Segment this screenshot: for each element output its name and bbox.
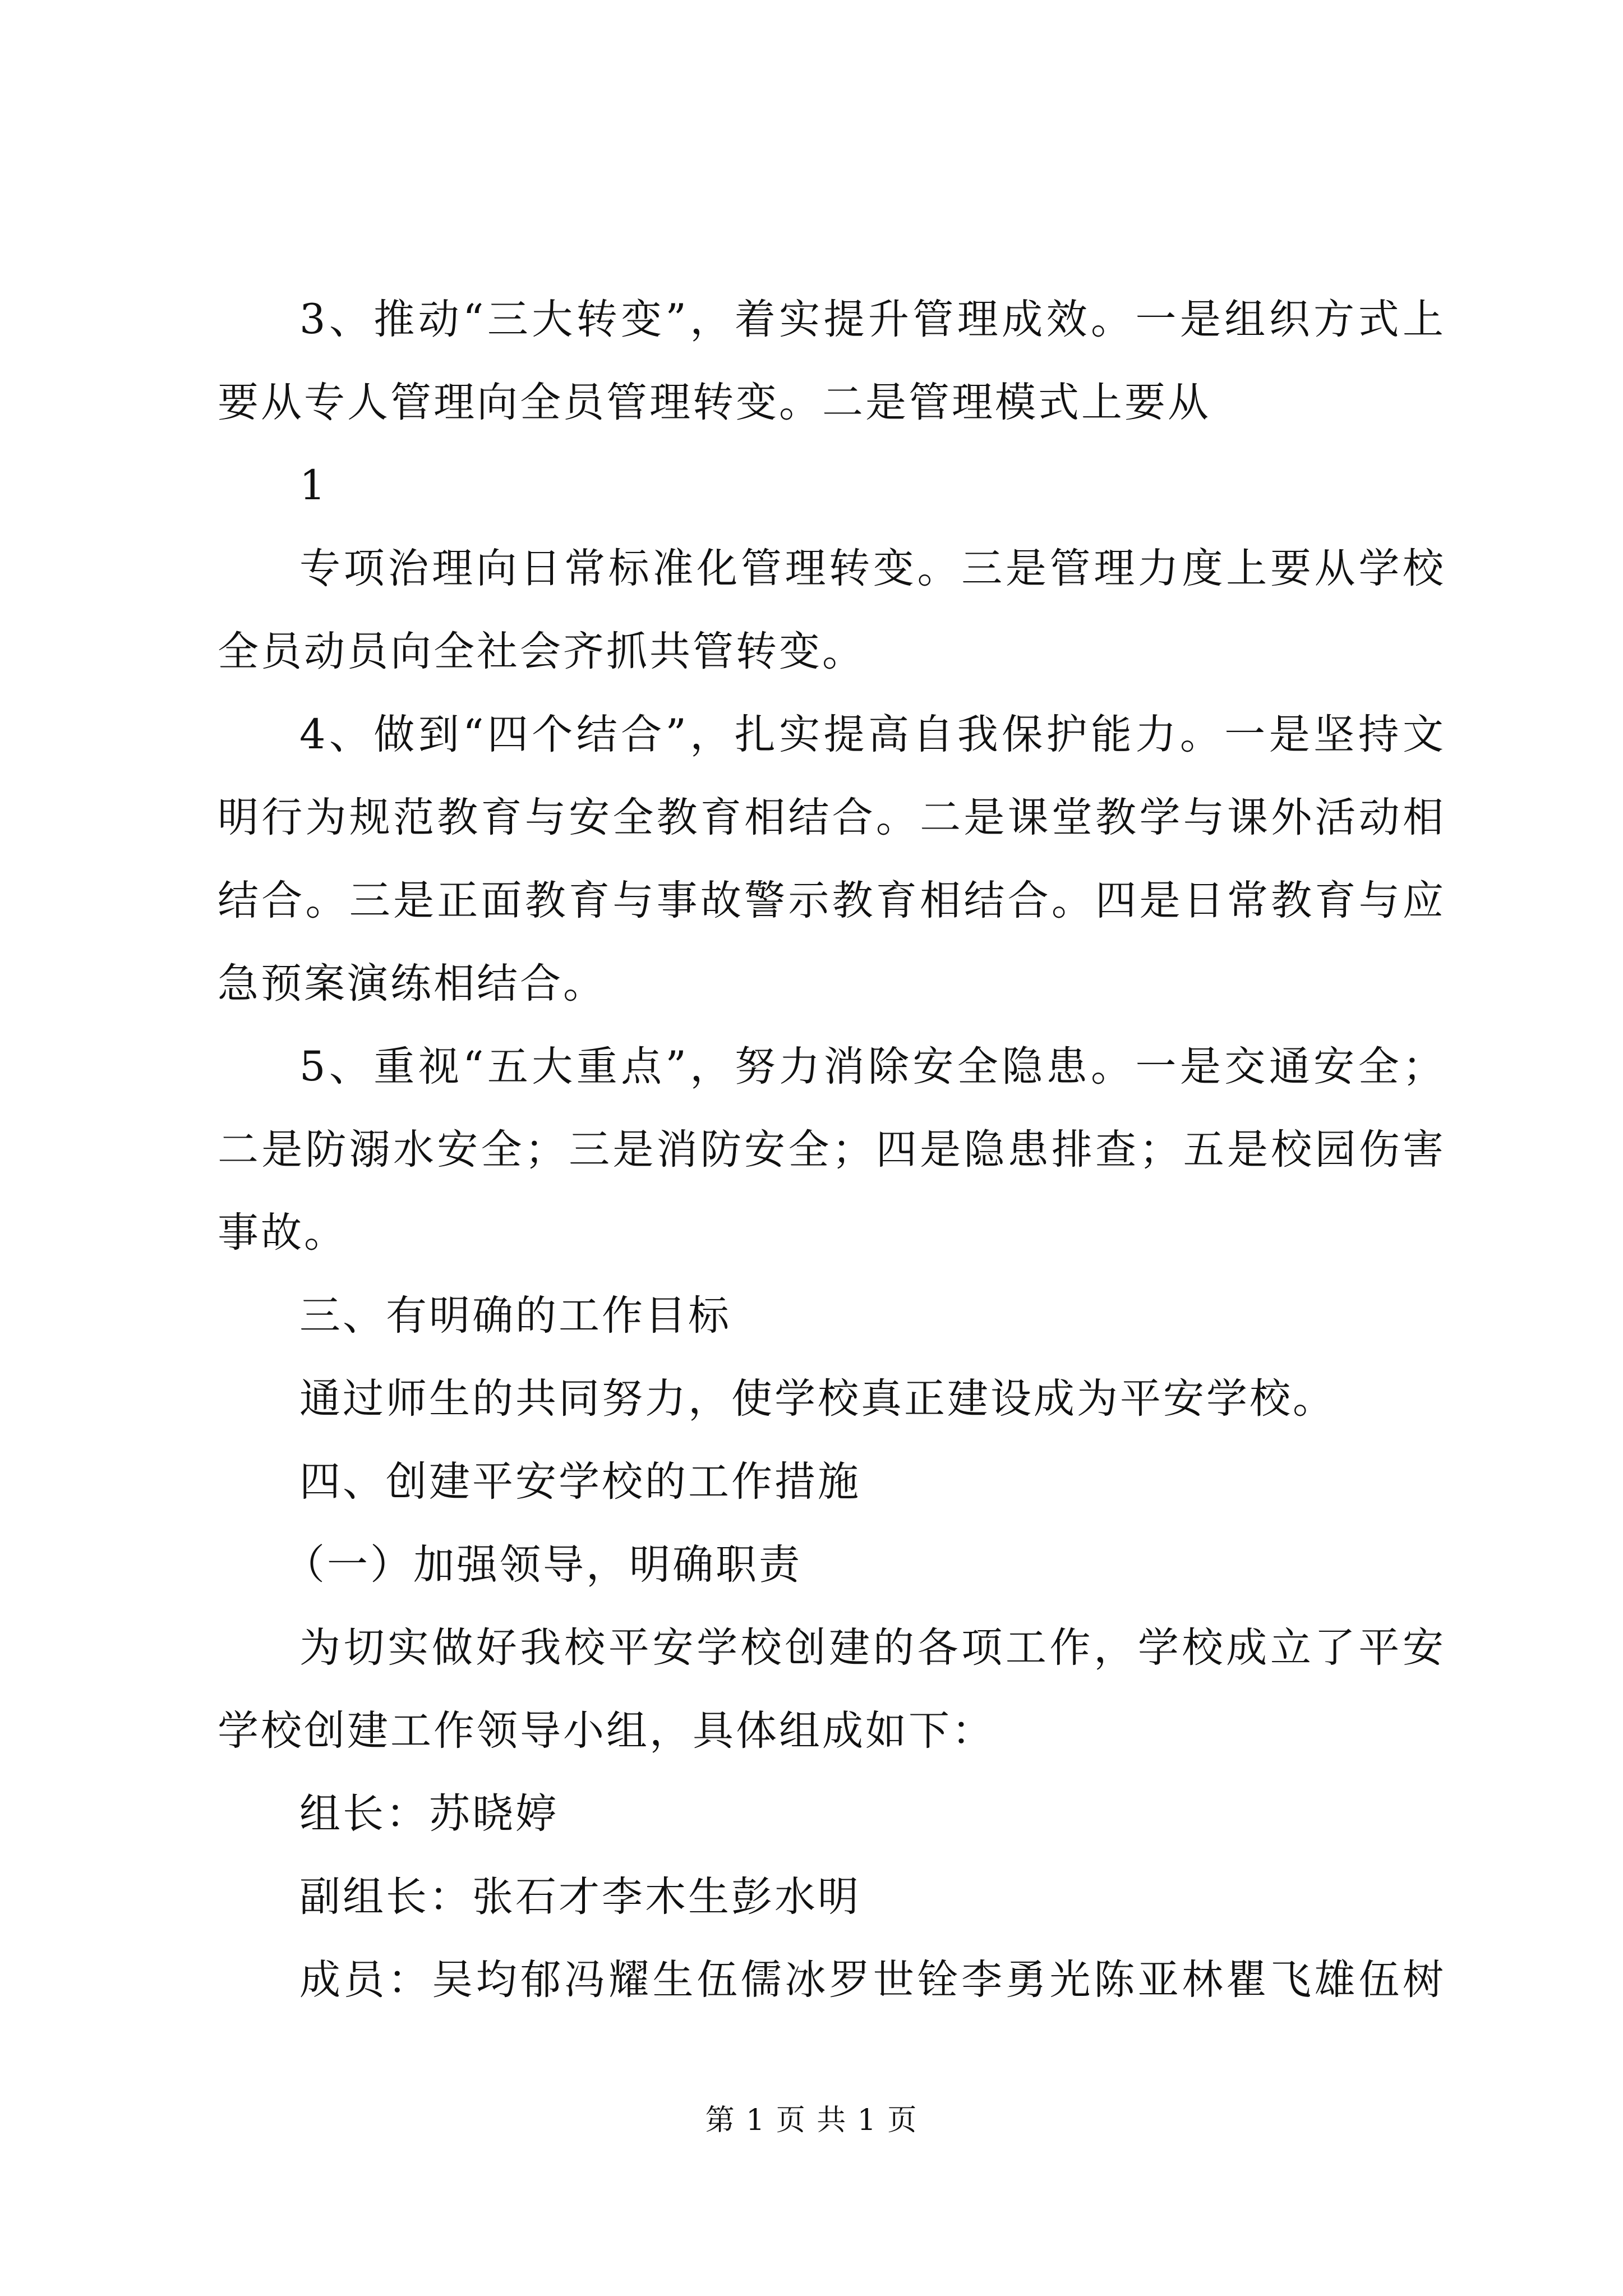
page-footer: 第 1 页 共 1 页 (705, 2104, 918, 2137)
paragraph-line: 4、做到“四个结合”，扎实提高自我保护能力。一是坚持文 (299, 711, 1446, 758)
paragraph-line: 副组长：张石才李木生彭水明 (299, 1873, 861, 1921)
paragraph-line: 为切实做好我校平安学校创建的各项工作，学校成立了平安 (299, 1624, 1446, 1672)
paragraph-line: 二是防溺水安全；三是消防安全；四是隐患排查；五是校园伤害 (218, 1126, 1446, 1174)
subsection-heading: （一）加强领导，明确职责 (284, 1541, 802, 1589)
paragraph-line: 明行为规范教育与安全教育相结合。二是课堂教学与课外活动相 (218, 794, 1446, 841)
paragraph-line: 通过师生的共同努力，使学校真正建设成为平安学校。 (299, 1375, 1336, 1423)
paragraph-line: 组长：苏晓婷 (299, 1790, 559, 1838)
paragraph-line: 专项治理向日常标准化管理转变。三是管理力度上要从学校 (299, 545, 1446, 592)
section-heading: 四、创建平安学校的工作措施 (299, 1458, 861, 1506)
paragraph-line: 急预案演练相结合。 (218, 960, 606, 1007)
paragraph-line: 3、推动“三大转变”，着实提升管理成效。一是组织方式上 (299, 296, 1446, 343)
paragraph-line: 事故。 (218, 1209, 347, 1257)
section-heading: 三、有明确的工作目标 (299, 1292, 731, 1340)
paragraph-line: 学校创建工作领导小组，具体组成如下： (218, 1707, 995, 1755)
paragraph-line: 要从专人管理向全员管理转变。二是管理模式上要从 (218, 379, 1211, 426)
paragraph-line: 全员动员向全社会齐抓共管转变。 (218, 628, 865, 675)
paragraph-line: 成员：吴均郁冯耀生伍儒冰罗世铨李勇光陈亚林瞿飞雄伍树 (299, 1956, 1446, 2004)
paragraph-line: 5、重视“五大重点”，努力消除安全隐患。一是交通安全； (299, 1043, 1446, 1091)
page-marker: 1 (299, 462, 328, 509)
paragraph-line: 结合。三是正面教育与事故警示教育相结合。四是日常教育与应 (218, 877, 1446, 924)
